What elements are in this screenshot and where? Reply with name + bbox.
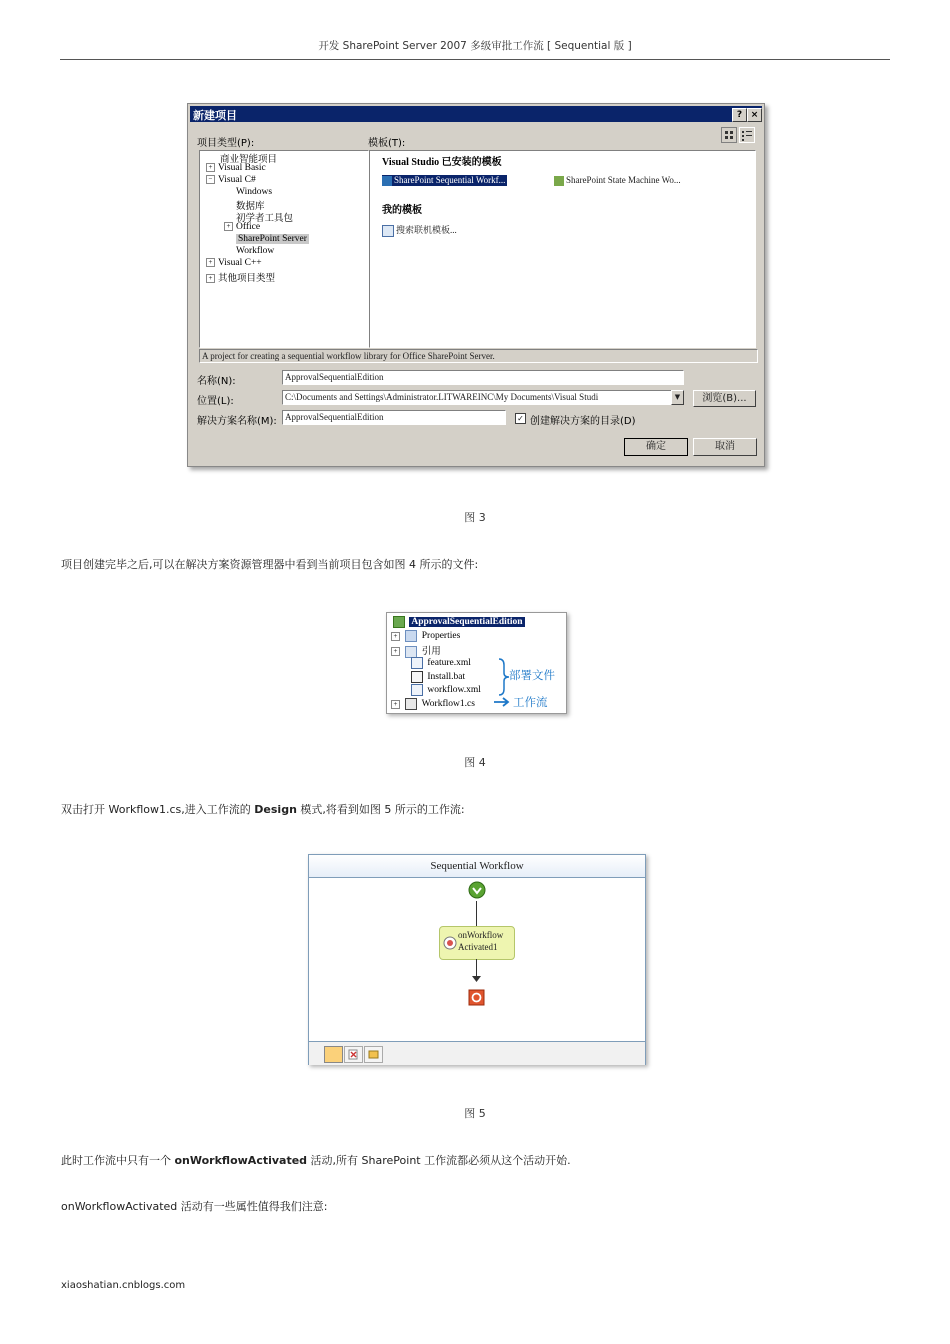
tree-item-other[interactable]: + 其他项目类型 [206, 270, 275, 284]
templates-label: 模板(T): [368, 138, 406, 149]
workflow-file-icon [405, 698, 417, 710]
paragraph-2: 双击打开 Workflow1.cs,进入工作流的 Design 模式,将看到如图 5 所示的工作流: [61, 803, 465, 816]
solution-item-workflow1-cs[interactable]: + Workflow1.cs [391, 698, 475, 710]
batch-file-icon [411, 671, 423, 683]
template-description: A project for creating a sequential workflow library for Office SharePoint Server. [199, 349, 758, 363]
footer-site: xiaoshatian.cnblogs.com [61, 1280, 186, 1291]
create-directory-checkbox[interactable]: ✓ [515, 413, 526, 424]
designer-view-bar [309, 1041, 645, 1065]
templates-list[interactable] [369, 150, 756, 348]
tree-item-workflow[interactable]: Workflow [236, 246, 275, 256]
expand-icon[interactable]: + [391, 700, 400, 709]
create-directory-label: 创建解决方案的目录(D) [530, 416, 636, 427]
expand-icon[interactable]: + [206, 274, 215, 283]
workflow-template-icon [554, 176, 564, 186]
project-types-label: 项目类型(P): [197, 138, 255, 149]
figure-4-caption: 图 4 [464, 756, 486, 769]
template-sharepoint-sequential[interactable]: SharePoint Sequential Workf... [382, 175, 507, 186]
ok-button[interactable]: 确定 [624, 438, 688, 456]
collapse-icon[interactable]: − [206, 175, 215, 184]
workflow-end-icon [468, 989, 485, 1006]
large-icons-icon[interactable] [721, 127, 737, 143]
designer-title: Sequential Workflow [309, 855, 645, 878]
activity-label-line1: onWorkflow [458, 930, 504, 940]
solution-root[interactable]: ApprovalSequentialEdition [393, 616, 525, 628]
search-online-icon [382, 225, 394, 237]
view-cancel-handlers-tab-icon[interactable] [344, 1046, 363, 1063]
close-button[interactable]: × [747, 108, 762, 122]
connector-line [476, 901, 477, 926]
solution-item-workflow-xml[interactable]: workflow.xml [411, 684, 481, 696]
tree-item-office[interactable]: + Office [224, 222, 260, 232]
expand-icon[interactable]: + [391, 632, 400, 641]
activity-icon [443, 936, 457, 950]
project-icon [393, 616, 405, 628]
new-project-dialog [187, 103, 765, 467]
workflow-template-icon [382, 176, 392, 186]
xml-file-icon [411, 684, 423, 696]
name-input[interactable]: ApprovalSequentialEdition [282, 370, 684, 385]
expand-icon[interactable]: + [224, 222, 233, 231]
solution-name-input[interactable]: ApprovalSequentialEdition [282, 410, 506, 425]
solution-explorer [386, 612, 567, 714]
solution-item-install-bat[interactable]: Install.bat [411, 671, 465, 683]
solution-item-properties[interactable]: + Properties [391, 630, 460, 642]
browse-button[interactable]: 浏览(B)... [693, 390, 756, 407]
tree-item-starter-kits[interactable]: 初学者工具包 [236, 214, 294, 224]
workflow-annotation: 工作流 [513, 695, 548, 709]
help-button[interactable]: ? [732, 108, 747, 122]
location-input[interactable]: C:\Documents and Settings\Administrator.LITWAREINC\My Documents\Visual Studi [282, 390, 674, 405]
tree-item-vcpp[interactable]: + Visual C++ [206, 258, 262, 268]
activity-label-line2: Activated1 [458, 942, 498, 952]
workflow-start-icon [467, 880, 487, 900]
arrow-right-icon [493, 697, 511, 707]
installed-templates-header: Visual Studio 已安装的模板 [382, 157, 502, 168]
cancel-button[interactable]: 取消 [693, 438, 757, 456]
figure-3-caption: 图 3 [464, 511, 486, 524]
search-online-templates[interactable]: 搜索联机模板... [382, 223, 457, 237]
arrow-down-icon [472, 976, 481, 983]
dialog-title-bar [190, 106, 762, 122]
solution-item-feature-xml[interactable]: feature.xml [411, 657, 471, 669]
tree-item-vb[interactable]: + Visual Basic [206, 163, 266, 173]
expand-icon[interactable]: + [206, 163, 215, 172]
template-sharepoint-state-machine[interactable]: SharePoint State Machine Wo... [554, 175, 681, 186]
expand-icon[interactable]: + [206, 258, 215, 267]
name-label: 名称(N): [197, 376, 236, 387]
solution-name-label: 解决方案名称(M): [197, 416, 277, 427]
solution-item-references[interactable]: + 引用 [391, 643, 441, 658]
properties-icon [405, 630, 417, 642]
location-label: 位置(L): [197, 396, 234, 407]
my-templates-header: 我的模板 [382, 205, 422, 216]
figure-5-caption: 图 5 [464, 1107, 486, 1120]
expand-icon[interactable]: + [391, 647, 400, 656]
view-workflow-tab-icon[interactable] [324, 1046, 343, 1063]
paragraph-4: onWorkflowActivated 活动有一些属性值得我们注意: [61, 1200, 328, 1213]
tree-item-csharp[interactable]: − Visual C# [206, 175, 256, 185]
tree-item-windows[interactable]: Windows [236, 187, 273, 197]
location-dropdown-button[interactable] [671, 390, 684, 405]
chevron-down-icon: ▼ [674, 393, 681, 401]
page-header: 开发 SharePoint Server 2007 多级审批工作流 [ Sequential 版 ] [318, 40, 632, 52]
project-types-tree[interactable] [199, 150, 369, 348]
workflow-designer [308, 854, 646, 1065]
tree-item-bi[interactable]: 商业智能项目 [220, 155, 278, 165]
tree-item-database[interactable]: 数据库 [236, 202, 265, 212]
xml-file-icon [411, 657, 423, 669]
deploy-files-annotation: 部署文件 [509, 668, 555, 682]
references-icon [405, 646, 417, 658]
tree-item-sharepoint-server[interactable]: SharePoint Server [238, 234, 307, 244]
view-fault-handlers-tab-icon[interactable] [364, 1046, 383, 1063]
onworkflowactivated-activity[interactable] [439, 926, 515, 960]
paragraph-3: 此时工作流中只有一个 onWorkflowActivated 活动,所有 SharePoint 工作流都必须从这个活动开始. [61, 1154, 571, 1167]
header-rule [60, 59, 890, 60]
small-icons-icon[interactable] [739, 127, 755, 143]
dialog-title: 新建项目 [193, 109, 237, 122]
paragraph-1: 项目创建完毕之后,可以在解决方案资源管理器中看到当前项目包含如图 4 所示的文件: [61, 558, 479, 571]
